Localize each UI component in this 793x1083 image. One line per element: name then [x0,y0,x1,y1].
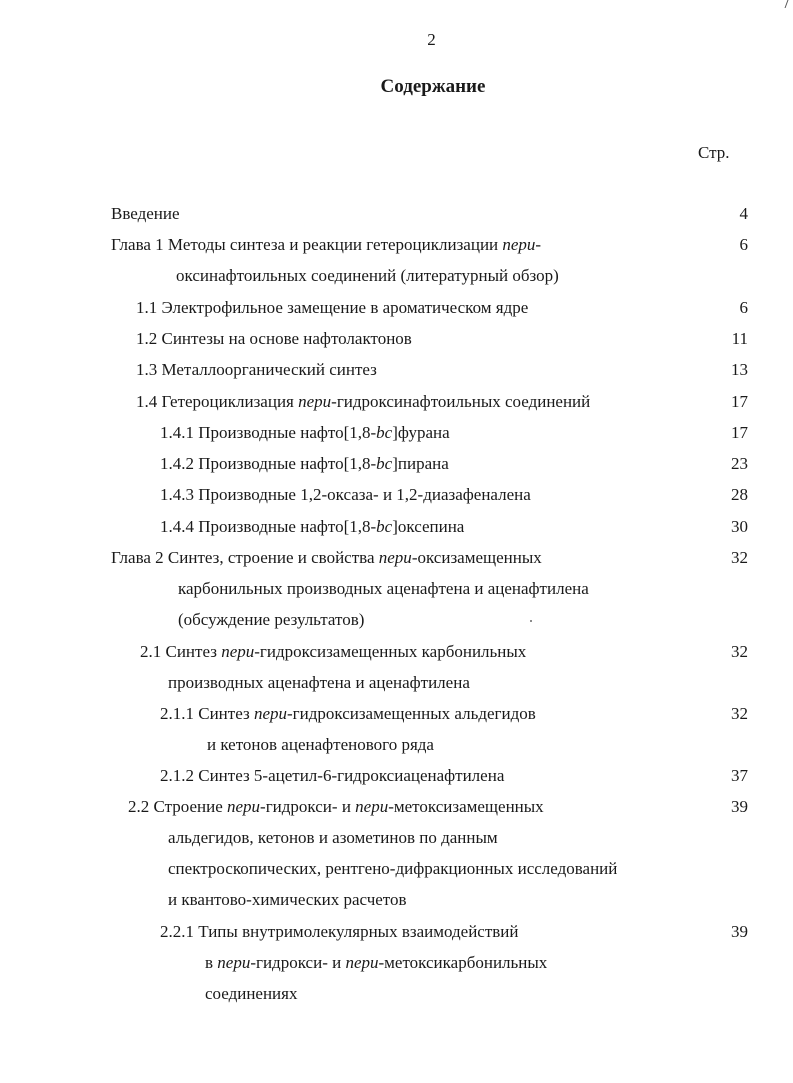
toc-entry-page: 23 [731,454,748,473]
toc-entry-chapter-2-cont [0,577,793,601]
toc-entry-text: 1.4 Гетероциклизация пери-гидроксинафтоильных соединений [136,392,591,411]
toc-entry-2-1-2 [0,764,793,788]
toc-entry-page: 32 [731,704,748,723]
toc-entry-page: 37 [731,766,748,785]
page-number: 2 [427,30,436,49]
toc-entry-chapter-1 [0,233,793,257]
toc-entry-page: 17 [731,392,748,411]
toc-entry-1-4-2 [0,452,793,476]
toc-entry-text: 1.4.4 Производные нафто[1,8-bc]оксепина [160,517,465,536]
toc-entry-text: 2.1.2 Синтез 5-ацетил-6-гидроксиаценафтилена [160,766,505,785]
toc-entry-page: 39 [731,922,748,941]
toc-entry-1-1 [0,296,793,320]
page-column-label: Стр. [698,143,730,162]
toc-entry-text: соединениях [205,984,298,1003]
toc-entry-text: Глава 2 Синтез, строение и свойства пери-оксизамещенных [111,548,542,567]
toc-entry-2-1-cont [0,671,793,695]
toc-entry-page: 6 [739,235,748,254]
scan-corner-mark [785,0,792,8]
toc-entry-2-2-cont [0,826,793,850]
toc-entry-2-2-1-cont [0,982,793,1006]
toc-entry-text: 1.4.3 Производные 1,2-оксаза- и 1,2-диазафеналена [160,485,531,504]
toc-entry-text: 1.4.1 Производные нафто[1,8-bc]фурана [160,423,450,442]
toc-entry-page: 30 [731,517,748,536]
toc-entry-2-2-cont [0,888,793,912]
toc-entry-page: 32 [731,642,748,661]
toc-entry-2-2-1 [0,920,793,944]
toc-entry-page: 39 [731,797,748,816]
toc-entry-page: 4 [739,204,748,223]
toc-entry-2-2 [0,795,793,819]
toc-entry-2-1 [0,640,793,664]
page-title: Содержание [380,76,486,97]
toc-entry-text: карбонильных производных аценафтена и аценафтилена [178,579,589,598]
toc-entry-text: 2.2.1 Типы внутримолекулярных взаимодействий [160,922,519,941]
toc-entry-chapter-1-cont [0,264,793,288]
toc-entry-text: 1.3 Металлоорганический синтез [136,360,377,379]
toc-entry-text: Глава 1 Методы синтеза и реакции гетероциклизации пери- [111,235,542,254]
toc-entry-1-2 [0,327,793,351]
toc-entry-text: 2.1.1 Синтез пери-гидроксизамещенных альдегидов [160,704,536,723]
toc-entry-1-4-4 [0,515,793,539]
toc-entry-intro [0,202,793,226]
toc-entry-text: в пери-гидрокси- и пери-метоксикарбонильных [205,953,548,972]
toc-entry-page: 13 [731,360,748,379]
toc-entry-chapter-2-cont [0,608,793,632]
toc-entry-2-1-1 [0,702,793,726]
scan-speck [530,620,532,622]
toc-entry-text: 2.2 Строение пери-гидрокси- и пери-метоксизамещенных [128,797,544,816]
toc-entry-text: производных аценафтена и аценафтилена [168,673,470,692]
toc-entry-chapter-2 [0,546,793,570]
toc-entry-1-4 [0,390,793,414]
toc-entry-1-4-3 [0,483,793,507]
toc-entry-text: спектроскопических, рентгено-дифракционных исследований [168,859,618,878]
toc-entry-text: 1.1 Электрофильное замещение в ароматическом ядре [136,298,529,317]
toc-entry-1-3 [0,358,793,382]
toc-entry-1-4-1 [0,421,793,445]
toc-entry-text: Введение [111,204,180,223]
toc-entry-page: 11 [731,329,748,348]
toc-entry-text: 1.4.2 Производные нафто[1,8-bc]пирана [160,454,449,473]
toc-entry-text: и кетонов аценафтенового ряда [207,735,434,754]
toc-entry-text: 2.1 Синтез пери-гидроксизамещенных карбонильных [140,642,527,661]
toc-entry-page: 17 [731,423,748,442]
toc-entry-page: 28 [731,485,748,504]
toc-entry-text: и квантово-химических расчетов [168,890,407,909]
toc-entry-text: 1.2 Синтезы на основе нафтолактонов [136,329,412,348]
toc-entry-page: 32 [731,548,748,567]
toc-entry-text: оксинафтоильных соединений (литературный обзор) [176,266,559,285]
toc-entry-text: альдегидов, кетонов и азометинов по данным [168,828,498,847]
toc-entry-2-1-1-cont [0,733,793,757]
toc-entry-text: (обсуждение результатов) [178,610,365,629]
toc-entry-2-2-1-cont [0,951,793,975]
toc-entry-2-2-cont [0,857,793,881]
toc-entry-page: 6 [739,298,748,317]
